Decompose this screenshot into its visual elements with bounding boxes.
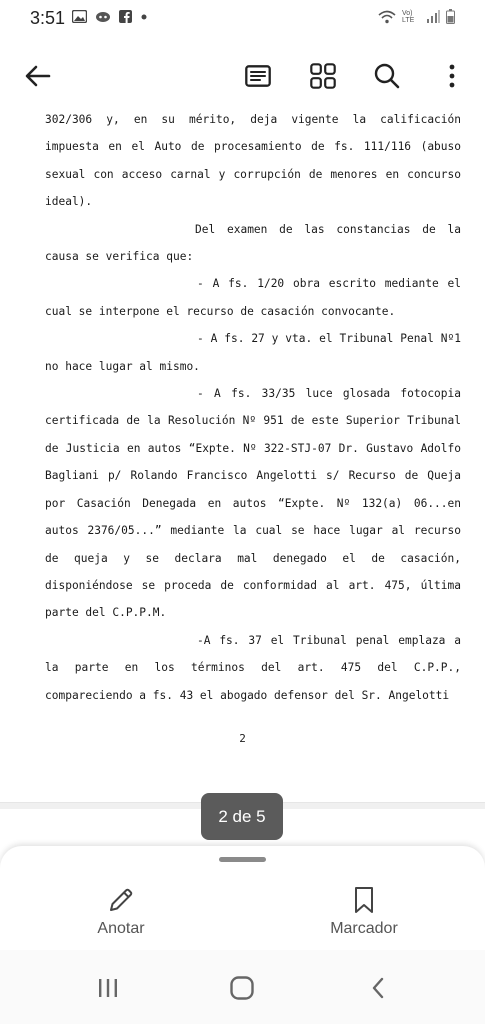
back-icon bbox=[371, 977, 385, 999]
document-page[interactable] bbox=[0, 112, 485, 802]
home-button[interactable] bbox=[222, 968, 262, 1008]
paragraph: - A fs. 1/20 obra escrito mediante el cual se interpone el recurso de casación convocante. bbox=[45, 277, 461, 318]
status-time: 3:51 bbox=[30, 8, 66, 28]
search-button[interactable] bbox=[367, 56, 407, 96]
nav-back-button[interactable] bbox=[358, 968, 398, 1008]
paragraph: - A fs. 33/35 luce glosada fotocopia certificada de la Resolución Nº 951 de este Superior Tribunal de Justicia en autos “Expte. Nº 322-STJ-07 Dr. Gustavo Adolfo Bagliani p/ Rolando Francisco Angelotti s/ Recurso de Queja por Casación Denegada en autos “Expte. Nº 132(a) 06...en autos 2376/05...” mediante la cual se hace lugar al recurso de queja y se declara mal denegado el de casación, disponiéndose se proceda de conformidad al art. 475, última parte del C.P.P.M. bbox=[45, 387, 461, 620]
search-icon bbox=[374, 63, 400, 89]
wifi-icon bbox=[378, 10, 396, 24]
grid-view-button[interactable] bbox=[303, 56, 343, 96]
text-view-icon bbox=[245, 65, 271, 87]
dot-icon bbox=[140, 13, 148, 21]
text-view-button[interactable] bbox=[238, 56, 278, 96]
grid-view-icon bbox=[310, 63, 336, 89]
page-indicator: 2 de 5 bbox=[201, 793, 283, 840]
battery-icon bbox=[446, 9, 455, 24]
paragraph: -A fs. 37 el Tribunal penal emplaza a la parte en los términos del art. 475 del C.P.P., compareciendo a fs. 43 el abogado defensor del Sr. Angelotti bbox=[45, 633, 461, 702]
status-bar bbox=[0, 0, 485, 36]
recent-apps-button[interactable] bbox=[88, 968, 128, 1008]
drag-handle[interactable] bbox=[219, 857, 266, 862]
more-options-button[interactable] bbox=[432, 56, 472, 96]
paragraph: - A fs. 27 y vta. el Tribunal Penal Nº1 no hace lugar al mismo. bbox=[45, 332, 461, 373]
bookmark-label: Marcador bbox=[330, 920, 398, 937]
annotate-button[interactable] bbox=[61, 886, 181, 938]
facebook-icon bbox=[119, 10, 132, 23]
image-icon bbox=[72, 10, 87, 23]
bottom-sheet bbox=[0, 846, 485, 950]
system-nav-bar bbox=[0, 950, 485, 1024]
discord-icon bbox=[95, 10, 111, 23]
pencil-icon bbox=[107, 886, 135, 914]
more-vert-icon bbox=[448, 64, 456, 88]
notification-icons bbox=[72, 10, 148, 23]
bookmark-button[interactable] bbox=[304, 886, 424, 938]
system-icons bbox=[378, 9, 455, 24]
back-button[interactable] bbox=[18, 56, 58, 96]
annotate-label: Anotar bbox=[97, 920, 145, 937]
top-app-bar bbox=[0, 36, 485, 113]
volte-icon: Vo) LTE bbox=[402, 9, 415, 24]
signal-icon bbox=[426, 10, 440, 23]
page-number: 2 bbox=[239, 732, 246, 745]
recent-apps-icon bbox=[97, 978, 119, 998]
paragraph: Del examen de las constancias de la causa se verifica que: bbox=[45, 222, 461, 264]
bookmark-icon bbox=[353, 886, 375, 914]
paragraph: 302/306 y, en su mérito, deja vigente la calificación impuesta en el Auto de procesamiento de fs. 111/116 (abuso sexual con acceso carnal y corrupción de menores en concurso ideal). bbox=[45, 113, 461, 209]
arrow-left-icon bbox=[25, 65, 51, 87]
home-icon bbox=[230, 976, 254, 1000]
document-body bbox=[45, 112, 461, 709]
